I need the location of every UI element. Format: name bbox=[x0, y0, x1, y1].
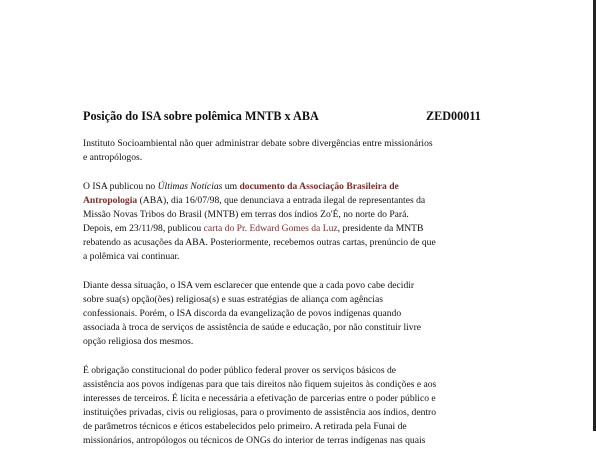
document-body bbox=[83, 137, 523, 463]
paragraph-line bbox=[83, 180, 523, 194]
paragraph-line: instituições privadas, civis ou religiosas, para o provimento de assistência aos índios, dentro bbox=[83, 407, 437, 418]
document-title-row bbox=[83, 108, 513, 124]
paragraph-line: Diante dessa situação, o ISA vem esclarecer que entende que a cada povo cabe decidir bbox=[83, 280, 415, 291]
paragraph-obligation bbox=[83, 364, 523, 448]
document-title: Posição do ISA sobre polêmica MNTB x ABA bbox=[83, 109, 319, 123]
text-segment: , presidente da MNTB bbox=[337, 223, 424, 234]
paragraph-line: confessionais. Porém, o ISA discorda da evangelização de povos indígenas quando bbox=[83, 308, 402, 319]
paragraph-line: Instituto Socioambiental não quer administrar debate sobre divergências entre missionários bbox=[83, 138, 433, 149]
paragraph-line: assistência aos povos indígenas para que tais direitos não fiquem sujeitos às condições e aos bbox=[83, 379, 437, 390]
mntb-letter-link[interactable]: carta do Pr. Edward Gomes da Luz bbox=[203, 223, 338, 234]
paragraph-line: sobre sua(s) opção(ões) religiosa(s) e suas estratégias de aliança com agências bbox=[83, 294, 383, 305]
document-code: ZED00011 bbox=[426, 109, 481, 123]
text-segment: (ABA), dia 16/07/98, que denunciava a entrada ilegal de representantes da bbox=[137, 195, 426, 206]
text-segment: Depois, em 23/11/98, publicou bbox=[83, 223, 204, 234]
paragraph-line: interesses de terceiros. É lícita e necessária a efetivação de parcerias entre o poder público e bbox=[83, 393, 436, 404]
paragraph-line: associada à troca de serviços de assistência de saúde e educação, por não constituir livre bbox=[83, 322, 422, 333]
paragraph-line: Missão Novas Tribos do Brasil (MNTB) em terras dos índios Zo'É, no norte do Pará. bbox=[83, 209, 409, 220]
paragraph-line: missionários, antropólogos ou técnicos de ONGs do interior de terras indígenas nas quais bbox=[83, 435, 426, 446]
paragraph-position bbox=[83, 279, 523, 349]
text-segment: um bbox=[222, 181, 240, 192]
paragraph-intro bbox=[83, 137, 523, 165]
paragraph-line: a polêmica vai continuar. bbox=[83, 251, 180, 262]
paragraph-line bbox=[83, 194, 523, 208]
aba-document-link-cont[interactable]: Antropologia bbox=[83, 195, 138, 206]
paragraph-line: de parâmetros técnicos e éticos estabelecidos pelo primeiro. A retirada pela Funai de bbox=[83, 421, 407, 432]
newsletter-name: Últimas Notícias bbox=[157, 181, 223, 192]
paragraph-line: opção religiosa dos mesmos. bbox=[83, 336, 194, 347]
paragraph-publications bbox=[83, 180, 523, 264]
paragraph-line bbox=[83, 222, 523, 236]
paragraph-line: É obrigação constitucional do poder público federal prover os serviços básicos de bbox=[83, 365, 397, 376]
text-segment: O ISA publicou no bbox=[83, 181, 158, 192]
aba-document-link[interactable]: documento da Associação Brasileira de bbox=[239, 181, 399, 192]
paragraph-line: rebatendo as acusações da ABA. Posteriormente, recebemos outras cartas, prenúncio de que bbox=[83, 237, 436, 248]
paragraph-line: e antropólogos. bbox=[83, 152, 143, 163]
